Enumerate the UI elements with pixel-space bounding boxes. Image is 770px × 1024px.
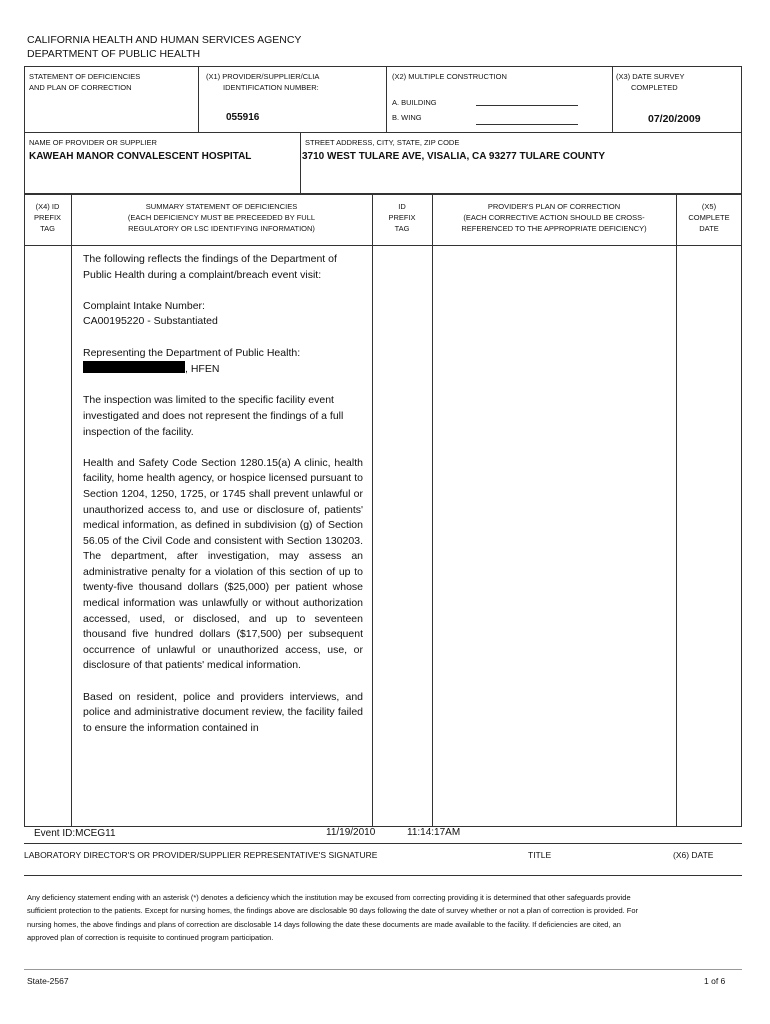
representative-paragraph: Representing the Department of Public Health: , HFEN [83, 346, 301, 376]
signature-date-label: (X6) DATE [673, 850, 714, 860]
disclaimer-text: Any deficiency statement ending with an asterisk (*) denotes a deficiency which the institution may be excused from correcting providing it is determined that other safeguards provide sufficient protection to the patients. Except for nursing homes, the findings above are disclosable 90 days following the date of survey whether or not a plan of correction is provided. For nursing homes, the above findings and plans of correction are disclosable 14 days following the date these documents are made available to the facility. If deficiencies are cited, an approved plan of correction is requisite to continued program participation. [27, 893, 639, 942]
x4-column-header: (X4) ID PREFIX TAG [33, 202, 62, 233]
page-number: 1 of 6 [704, 976, 726, 986]
summary-column-header: SUMMARY STATEMENT OF DEFICIENCIES (EACH DEFICIENCY MUST BE PRECEEDED BY FULL REGULATORY OR LSC IDENTIFYING INFORMATION) [127, 202, 316, 233]
plan-column-header: PROVIDER'S PLAN OF CORRECTION (EACH CORRECTIVE ACTION SHOULD BE CROSS- REFERENCED TO THE APPROPRIATE DEFICIENCY) [461, 202, 647, 233]
building-label: A. BUILDING [392, 98, 437, 107]
department-name: DEPARTMENT OF PUBLIC HEALTH [27, 48, 201, 60]
event-time: 11:14:17AM [407, 827, 461, 838]
scope-paragraph: The inspection was limited to the specific facility event investigated and does not represent the findings of a full inspection of the facility. [83, 394, 344, 438]
form-number: State-2567 [27, 976, 69, 986]
survey-date-value: 07/20/2009 [648, 113, 701, 125]
redaction-bar [83, 361, 185, 373]
complaint-paragraph: Complaint Intake Number: CA00195220 - Substantiated [83, 299, 218, 328]
agency-header [27, 33, 301, 61]
wing-field [476, 124, 578, 125]
x5-column-header: (X5) COMPLETE DATE [688, 202, 730, 233]
id-column-header: ID PREFIX TAG [388, 202, 416, 233]
x1-label: (X1) PROVIDER/SUPPLIER/CLIA IDENTIFICATION NUMBER: [206, 72, 320, 92]
signature-label: LABORATORY DIRECTOR'S OR PROVIDER/SUPPLIER REPRESENTATIVE'S SIGNATURE [24, 850, 378, 860]
provider-name-value: KAWEAH MANOR CONVALESCENT HOSPITAL [29, 151, 252, 162]
statute-paragraph: Health and Safety Code Section 1280.15(a) A clinic, health facility, home health agency, or hospice licensed pursuant to Section 1204, 1250, 1725, or 1745 shall prevent unlawful or unauthorized access to, and use or disclosure of, patients' medical information, as defined in subdivision (g) of Section 56.05 of the Civil Code and consistent with Section 130203. The department, after investigation, may assess an administrative penalty for a violation of this section of up to twenty-five thousand dollars ($25,000) per patient whose medical information was unlawfully or without authorization accessed, used, or disclosed, and up to seventeen thousand five hundred dollars ($17,500) per subsequent occurrence of unlawful or unauthorized access, use, or disclosure of that patients' medical information. [83, 456, 363, 672]
address-label: STREET ADDRESS, CITY, STATE, ZIP CODE [305, 138, 460, 147]
address-value: 3710 WEST TULARE AVE, VISALIA, CA 93277 TULARE COUNTY [302, 151, 606, 162]
deficiency-text [83, 252, 363, 752]
intro-paragraph: The following reflects the findings of the Department of Public Health during a complaint/breach event visit: [83, 253, 337, 281]
findings-paragraph: Based on resident, police and providers interviews, and police and administrative document review, the facility failed to ensure the information contained in [83, 690, 363, 734]
x3-label: (X3) DATE SURVEY COMPLETED [616, 72, 685, 92]
x2-label: (X2) MULTIPLE CONSTRUCTION [392, 72, 507, 81]
wing-label: B. WING [392, 113, 422, 122]
statement-label: STATEMENT OF DEFICIENCIES AND PLAN OF CORRECTION [29, 72, 141, 92]
signature-title-label: TITLE [528, 850, 552, 860]
event-id: Event ID:MCEG11 [34, 828, 116, 839]
provider-name-label: NAME OF PROVIDER OR SUPPLIER [29, 138, 157, 147]
agency-name: CALIFORNIA HEALTH AND HUMAN SERVICES AGENCY [27, 34, 302, 46]
provider-id-value: 055916 [226, 112, 260, 123]
event-date: 11/19/2010 [326, 827, 376, 838]
building-field [476, 105, 578, 106]
